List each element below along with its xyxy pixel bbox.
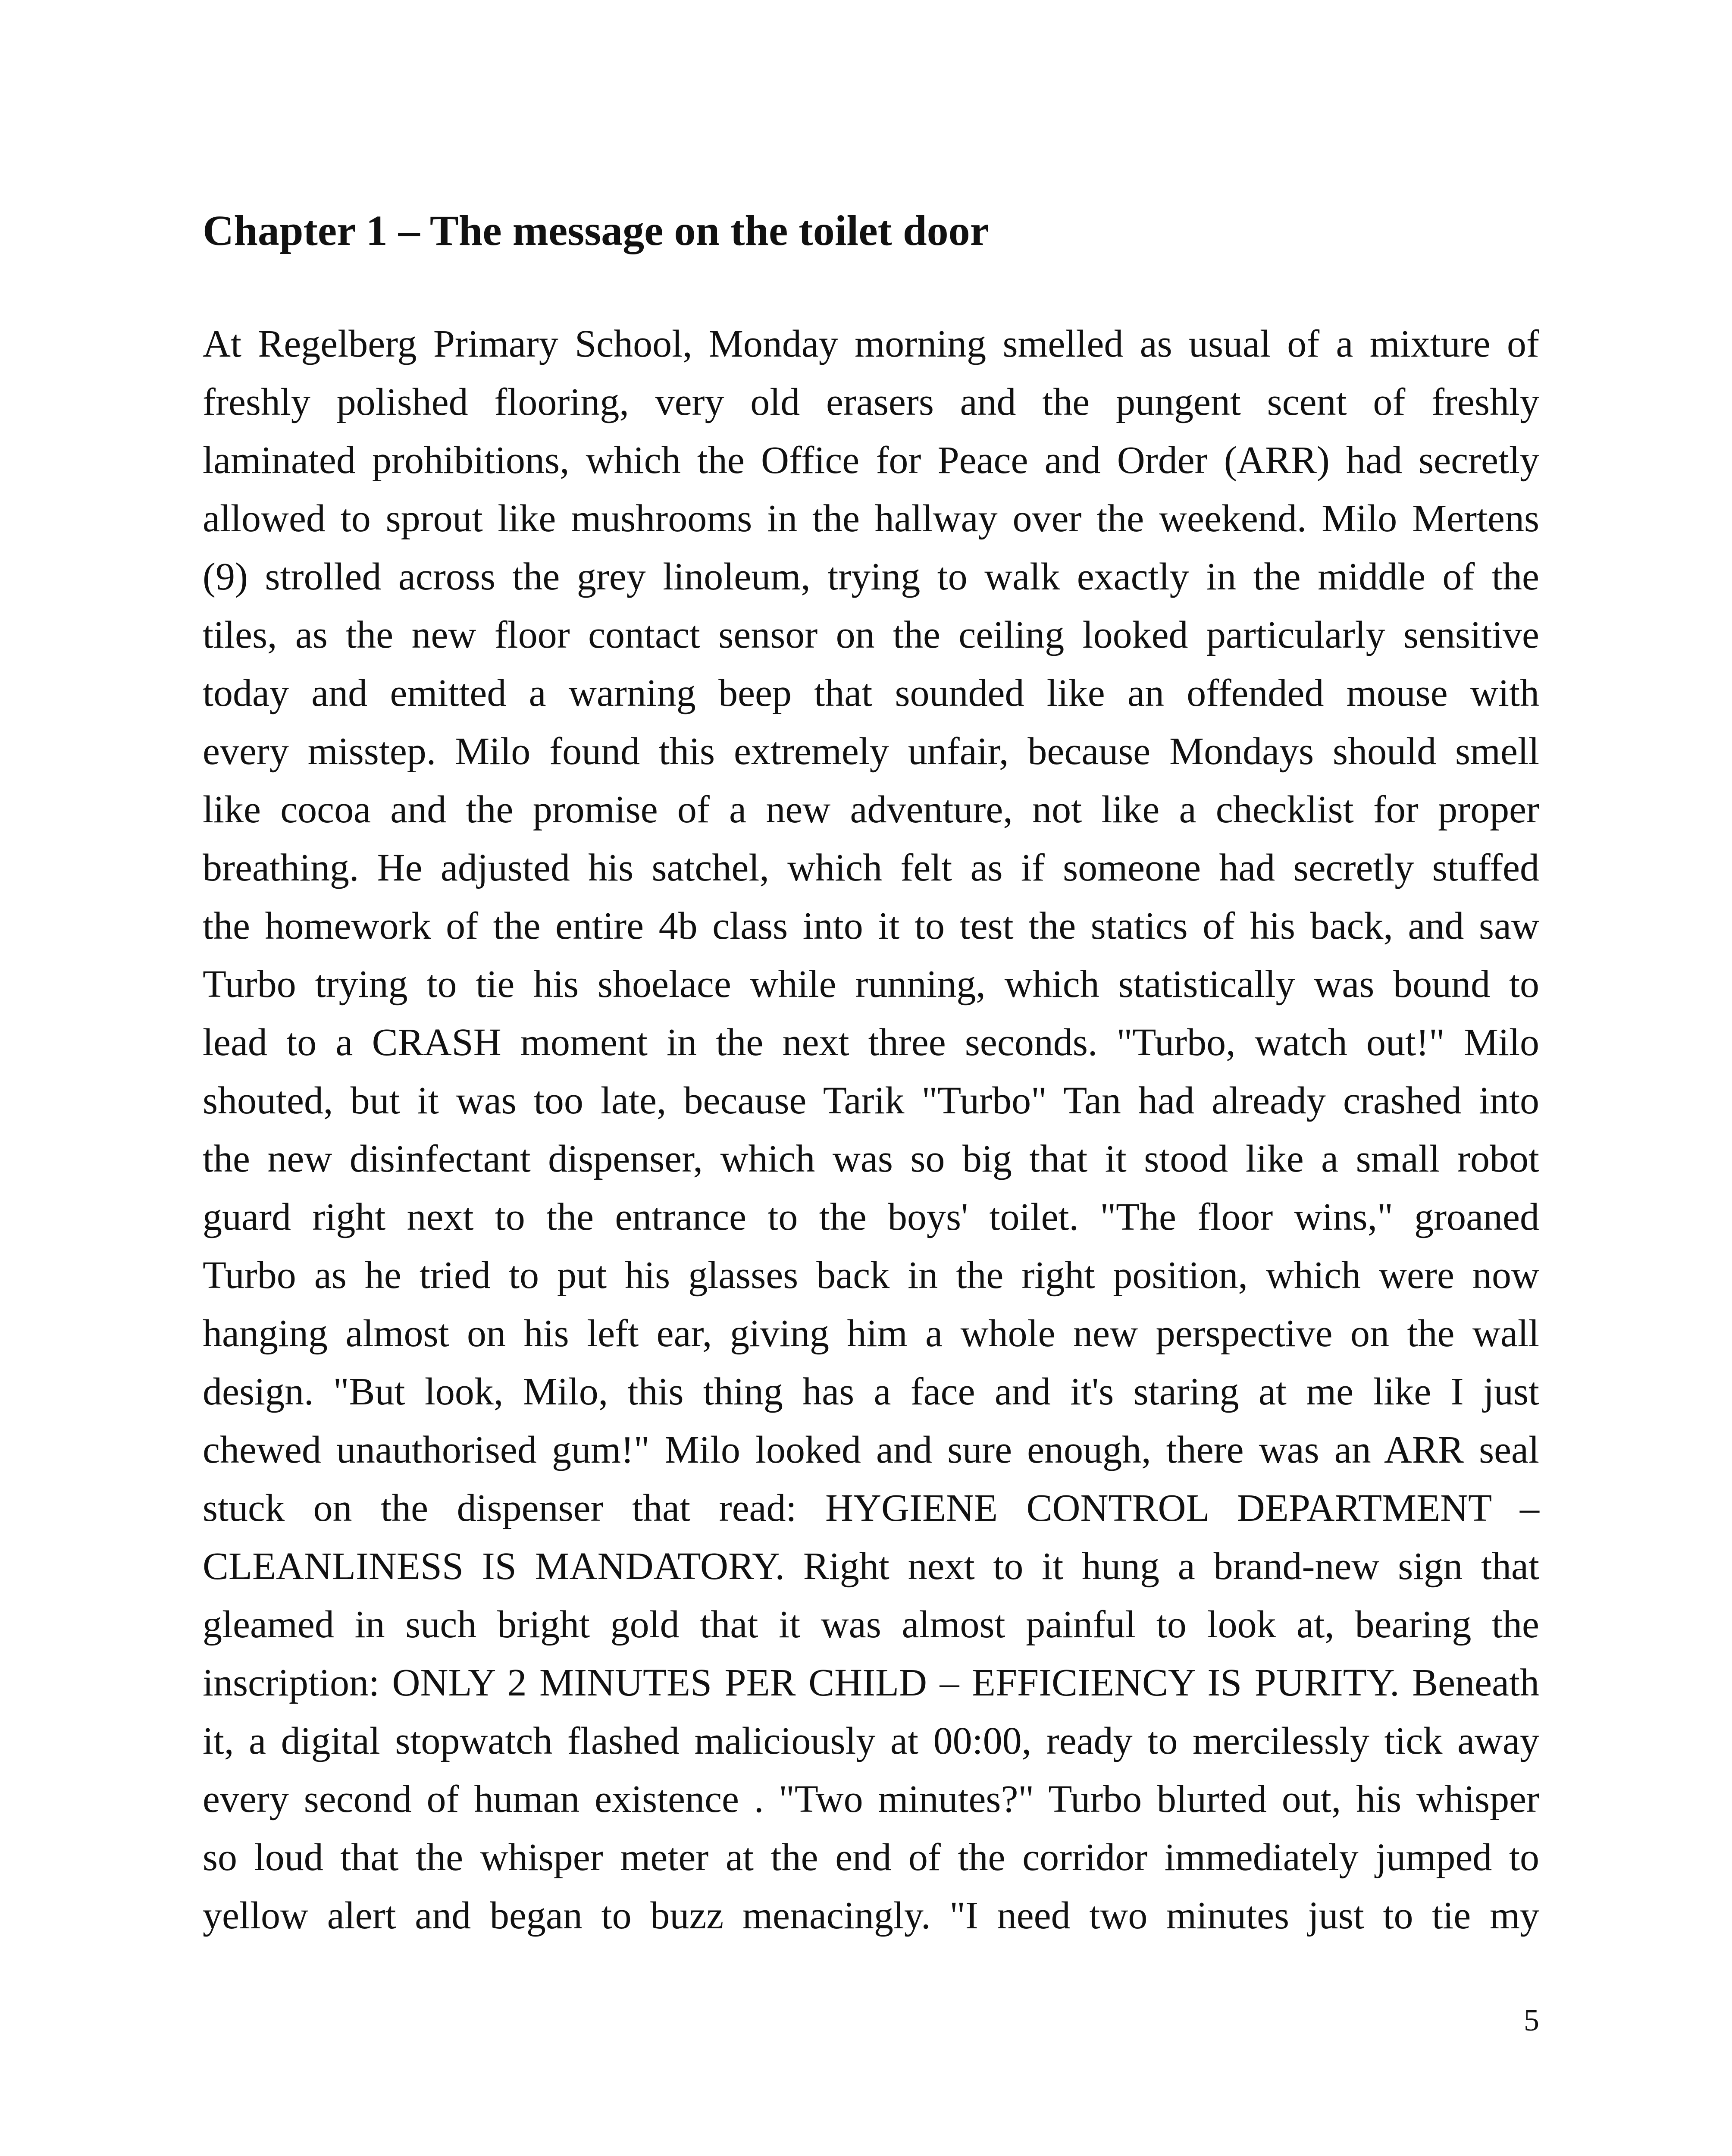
paragraph-line: gleamed in such bright gold that it was almost painful to look at, bearing the [203,1603,1539,1646]
paragraph-line: Turbo as he tried to put his glasses back in the right position, which were now [203,1254,1539,1297]
paragraph-line: hanging almost on his left ear, giving him a whole new perspective on the wall [203,1312,1539,1355]
paragraph-line: allowed to sprout like mushrooms in the hallway over the weekend. Milo Mertens [203,497,1539,540]
paragraph-line: inscription: ONLY 2 MINUTES PER CHILD – EFFICIENCY IS PURITY. Beneath [203,1661,1539,1704]
page-number: 5 [1524,2003,1539,2037]
paragraph-line: it, a digital stopwatch flashed maliciously at 00:00, ready to mercilessly tick away [203,1720,1539,1762]
paragraph-line: today and emitted a warning beep that sounded like an offended mouse with [203,672,1539,714]
paragraph-line: lead to a CRASH moment in the next three seconds. "Turbo, watch out!" Milo [203,1021,1539,1064]
paragraph-line: the new disinfectant dispenser, which was so big that it stood like a small robot [203,1138,1539,1180]
paragraph-line: breathing. He adjusted his satchel, which felt as if someone had secretly stuffed [203,846,1539,889]
paragraph-line: like cocoa and the promise of a new adventure, not like a checklist for proper [203,788,1539,831]
paragraph-line: design. "But look, Milo, this thing has a face and it's staring at me like I just [203,1370,1539,1413]
paragraph-line: shouted, but it was too late, because Tarik "Turbo" Tan had already crashed into [203,1079,1539,1122]
paragraph-line: chewed unauthorised gum!" Milo looked and sure enough, there was an ARR seal [203,1429,1539,1471]
paragraph-line: Turbo trying to tie his shoelace while running, which statistically was bound to [203,963,1539,1006]
paragraph-line: so loud that the whisper meter at the end of the corridor immediately jumped to [203,1836,1539,1879]
paragraph-line: CLEANLINESS IS MANDATORY. Right next to it hung a brand-new sign that [203,1545,1539,1588]
paragraph-line: every second of human existence . "Two minutes?" Turbo blurted out, his whisper [203,1778,1539,1821]
paragraph-line: (9) strolled across the grey linoleum, trying to walk exactly in the middle of the [203,555,1539,598]
chapter-body-paragraph [203,315,1539,1945]
paragraph-line: guard right next to the entrance to the boys' toilet. "The floor wins," groaned [203,1196,1539,1238]
paragraph-line: yellow alert and began to buzz menacingly. "I need two minutes just to tie my [203,1894,1539,1937]
chapter-title: Chapter 1 – The message on the toilet door [203,207,989,254]
paragraph-line: the homework of the entire 4b class into it to test the statics of his back, and saw [203,905,1539,947]
paragraph-line: every misstep. Milo found this extremely unfair, because Mondays should smell [203,730,1539,773]
paragraph-line: At Regelberg Primary School, Monday morning smelled as usual of a mixture of [203,323,1539,365]
paragraph-line: freshly polished flooring, very old erasers and the pungent scent of freshly [203,381,1539,423]
paragraph-line: stuck on the dispenser that read: HYGIENE CONTROL DEPARTMENT – [203,1487,1539,1529]
paragraph-line: tiles, as the new floor contact sensor on the ceiling looked particularly sensitive [203,614,1539,656]
paragraph-line: laminated prohibitions, which the Office for Peace and Order (ARR) had secretly [203,439,1539,482]
